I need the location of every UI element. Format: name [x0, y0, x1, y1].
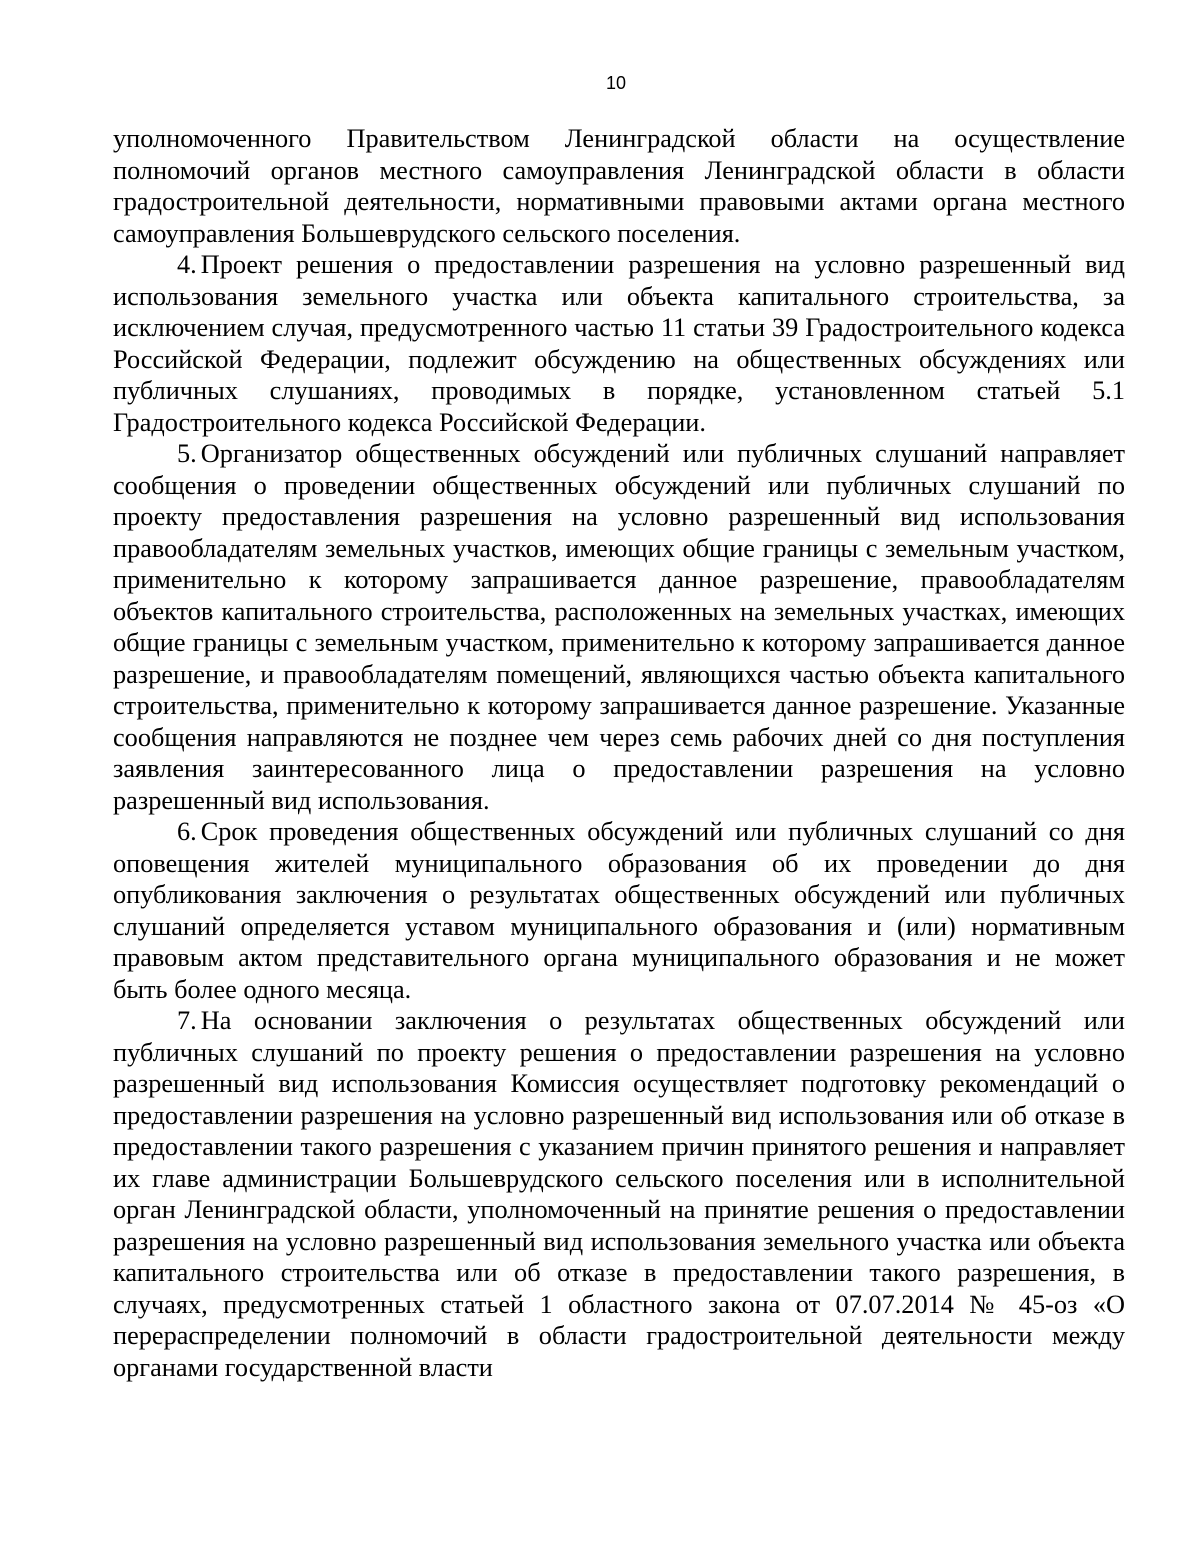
paragraph-number: 6.: [177, 817, 197, 846]
document-body: [113, 123, 1125, 1383]
paragraph-number: 4.: [177, 250, 197, 279]
paragraph-text: Проект решения о предоставлении разрешения на условно разрешенный вид использования земельного участка или объекта капитального строительства, за исключением случая, предусмотренного частью 11 статьи 39 Градостроительного кодекса Российской Федерации, подлежит обсуждению на общественных обсуждениях или публичных слушаниях, проводимых в порядке, установленном статьей 5.1 Градостроительного кодекса Российской Федерации.: [113, 250, 1125, 437]
paragraph-text: Организатор общественных обсуждений или публичных слушаний направляет сообщения о проведении общественных обсуждений или публичных слушаний по проекту предоставления разрешения на условно разрешенный вид использования правообладателям земельных участков, имеющих общие границы с земельным участком, применительно к которому запрашивается данное разрешение, правообладателям объектов капитального строительства, расположенных на земельных участках, имеющих общие границы с земельным участком, применительно к которому запрашивается данное разрешение, и правообладателям помещений, являющихся частью объекта капитального строительства, применительно к которому запрашивается данное разрешение. Указанные сообщения направляются не позднее чем через семь рабочих дней со дня поступления заявления заинтересованного лица о предоставлении разрешения на условно разрешенный вид использования.: [113, 439, 1125, 815]
paragraph-6: [113, 816, 1125, 1005]
paragraph-text: Срок проведения общественных обсуждений или публичных слушаний со дня оповещения жителей муниципального образования об их проведении до дня опубликования заключения о результатах общественных обсуждений или публичных слушаний определяется уставом муниципального образования и (или) нормативным правовым актом представительного органа муниципального образования и не может быть более одного месяца.: [113, 817, 1125, 1004]
paragraph-number: 5.: [177, 439, 197, 468]
paragraph-text: уполномоченного Правительством Ленинградской области на осуществление полномочий органов местного самоуправления Ленинградской области в области градостроительной деятельности, нормативными правовыми актами органа местного самоуправления Большеврудского сельского поселения.: [113, 124, 1125, 248]
paragraph-text: На основании заключения о результатах общественных обсуждений или публичных слушаний по проекту решения о предоставлении разрешения на условно разрешенный вид использования Комиссия осуществляет подготовку рекомендаций о предоставлении разрешения на условно разрешенный вид использования или об отказе в предоставлении такого разрешения с указанием причин принятого решения и направляет их главе администрации Большеврудского сельского поселения или в исполнительной орган Ленинградской области, уполномоченный на принятие решения о предоставлении разрешения на условно разрешенный вид использования земельного участка или объекта капитального строительства или об отказе в предоставлении такого разрешения, в случаях, предусмотренных статьей 1 областного закона от 07.07.2014 № 45-оз «О перераспределении полномочий в области градостроительной деятельности между органами государственной власти: [113, 1006, 1125, 1382]
paragraph-number: 7.: [177, 1006, 197, 1035]
paragraph-continuation: [113, 123, 1125, 249]
paragraph-5: [113, 438, 1125, 816]
paragraph-7: [113, 1005, 1125, 1383]
paragraph-4: [113, 249, 1125, 438]
page-number: 10: [605, 73, 627, 93]
